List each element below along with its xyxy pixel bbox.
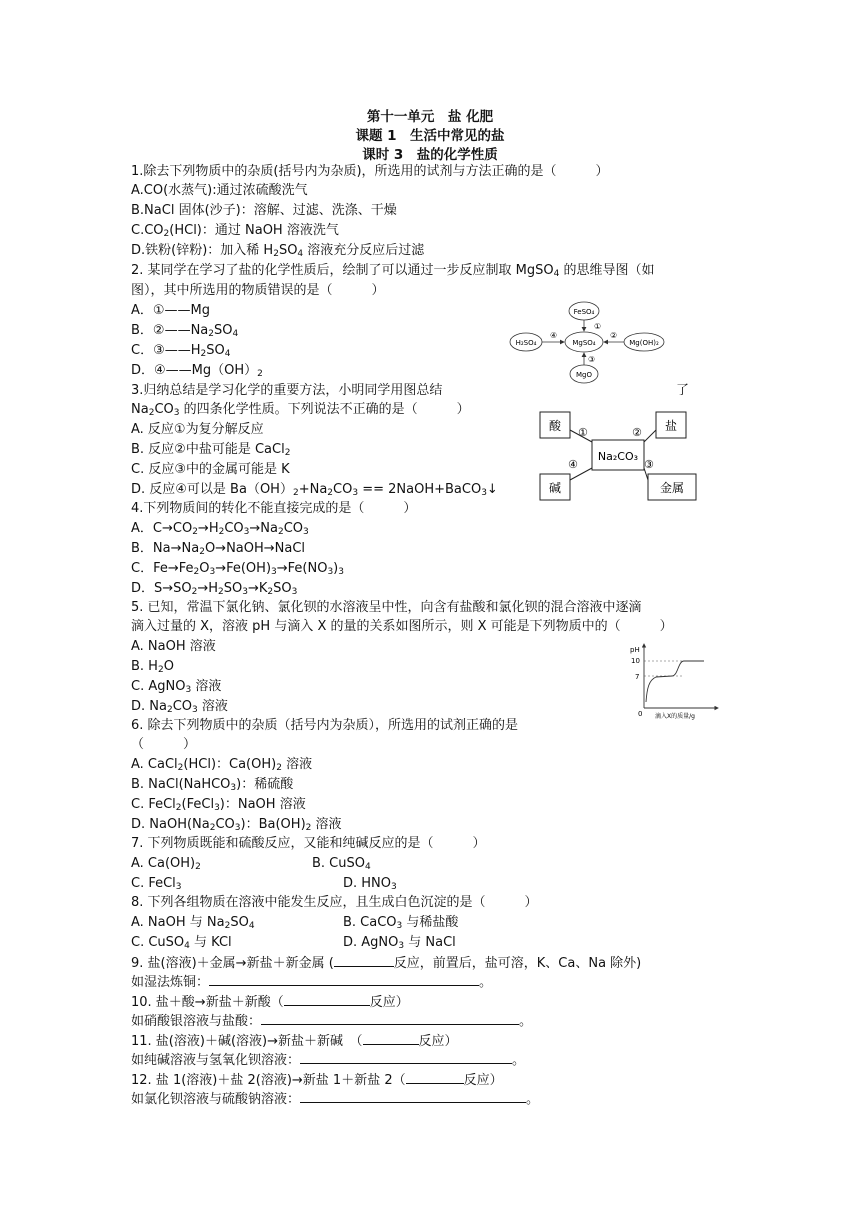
h2so4-node-label: H₂SO₄ bbox=[515, 339, 537, 347]
ph-curve bbox=[646, 661, 704, 702]
q6-stem-line2: （ ） bbox=[131, 737, 197, 752]
lesson-title: 课题 1 生活中常见的盐 bbox=[355, 128, 505, 144]
mgoh2-node-label: Mg(OH)₂ bbox=[629, 339, 659, 347]
reaction-label-3: ③ bbox=[644, 458, 654, 471]
q9-stem: 9. 盐(溶液)＋金属→新盐＋新金属 ( 反应，前置后，盐可溶，K、Ca、Na 除外) bbox=[131, 953, 641, 973]
q3-option-d: D. 反应④可以是 $Ba(OH)_2+Na_2CO_3$ == 2NaOH+BaCO$_3$↓ bbox=[131, 482, 498, 498]
q7-option-b: B. CuSO$_4$ bbox=[312, 856, 371, 872]
q3-option-b: B. 反应②中盐可能是 CaCl$_2$ bbox=[131, 442, 291, 458]
mgso4-node-label: MgSO₄ bbox=[572, 339, 596, 347]
q6-option-d: D. $NaOH(Na_2CO_3)$：$Ba(OH)_2$ 溶液 bbox=[131, 817, 342, 833]
q1-option-b: B.NaCl 固体(沙子)：溶解、过滤、洗涤、干燥 bbox=[131, 203, 397, 218]
acid-box-label: 酸 bbox=[548, 419, 562, 433]
q2-stem-line2: 图），其中所选用的物质错误的是（ ） bbox=[131, 283, 385, 298]
graph-origin: 0 bbox=[638, 710, 643, 718]
ph-tick-10: 10 bbox=[631, 657, 640, 665]
q3-option-a: A. 反应①为复分解反应 bbox=[131, 422, 264, 437]
q5-stem-line2: 滴入过量的 X，溶液 pH 与滴入 X 的量的关系如图所示，则 X 可能是下列物质中的（ ） bbox=[131, 619, 673, 634]
q9-example: 如湿法炼铜： 。 bbox=[131, 972, 492, 992]
q2-option-c: C．$③——H_2SO_4$ bbox=[131, 343, 231, 359]
q11-example: 如纯碱溶液与氢氧化钡溶液： 。 bbox=[131, 1050, 525, 1070]
arrow-label-1: ① bbox=[594, 322, 602, 331]
salt-box-label: 盐 bbox=[664, 419, 678, 433]
na2co3-box-label: Na₂CO₃ bbox=[597, 450, 639, 463]
mgo-node-label: MgO bbox=[576, 371, 592, 379]
period-title: 课时 3 盐的化学性质 bbox=[362, 147, 498, 163]
ph-tick-7: 7 bbox=[635, 673, 640, 681]
q9-equation-blank[interactable] bbox=[209, 972, 479, 986]
q1-option-c: $C.CO_2(HCl)$：通过 NaOH 溶液洗气 bbox=[131, 223, 339, 239]
q10-reaction-type-blank[interactable] bbox=[284, 992, 370, 1006]
q7-option-d: D. $HNO_3$ bbox=[343, 876, 397, 892]
reaction-label-4: ④ bbox=[568, 458, 578, 471]
q10-equation-blank[interactable] bbox=[261, 1011, 519, 1025]
q8-option-d: D. AgNO$_3$ 与 NaCl bbox=[343, 935, 456, 951]
reaction-label-2: ② bbox=[632, 426, 642, 439]
na2co3-property-diagram bbox=[538, 410, 700, 502]
q12-example: 如氯化钡溶液与硫酸钠溶液： 。 bbox=[131, 1089, 539, 1109]
q3-stem-line2: $Na_2CO_3$ 的四条化学性质。下列说法不正确的是（ ） bbox=[131, 402, 470, 418]
base-box-label: 碱 bbox=[548, 481, 562, 495]
arrow-label-2: ② bbox=[610, 331, 618, 340]
q12-stem: 12. 盐 1(溶液)＋盐 2(溶液)→新盐 1＋新盐 2（ 反应） bbox=[131, 1070, 503, 1090]
ph-curve-graph bbox=[622, 640, 722, 720]
q5-option-d: D. $Na_2CO_3$ 溶液 bbox=[131, 699, 228, 715]
q5-option-a: A. NaOH 溶液 bbox=[131, 639, 216, 654]
q4-option-c: C．$Fe\to Fe_2O_3\to Fe(OH)_3\to Fe(NO_3)_3$ bbox=[131, 561, 344, 577]
q2-stem-line1: 2. 某同学在学习了盐的化学性质后，绘制了可以通过一步反应制取 MgSO$_4$ 的思维导图（如 bbox=[131, 263, 655, 279]
q7-stem: 7. 下列物质既能和硫酸反应，又能和纯碱反应的是（ ） bbox=[131, 836, 486, 851]
q2-option-a: A．①——Mg bbox=[131, 303, 211, 318]
arrow-label-4: ④ bbox=[550, 331, 558, 340]
q4-option-d: D．$S\to SO_2\to H_2SO_3\to K_2SO_3$ bbox=[131, 581, 298, 597]
unit-title: 第十一单元 盐 化肥 bbox=[366, 109, 494, 125]
q5-option-b: B. $H_2O$ bbox=[131, 659, 174, 675]
q1-option-d: D.铁粉(锌粉)：加入稀 $H_2SO_4$ 溶液充分反应后过滤 bbox=[131, 243, 425, 259]
q10-stem: 10. 盐＋酸→新盐＋新酸（ 反应） bbox=[131, 992, 409, 1012]
q8-option-a: A. NaOH 与 $Na_2SO_4$ bbox=[131, 915, 255, 931]
q8-option-b: B. CaCO$_3$ 与稀盐酸 bbox=[343, 915, 459, 931]
q5-option-c: C. AgNO$_3$ 溶液 bbox=[131, 679, 222, 695]
q1-option-a: A.CO(水蒸气):通过浓硫酸洗气 bbox=[131, 183, 308, 198]
q8-option-c: C. CuSO$_4$ 与 KCl bbox=[131, 935, 232, 951]
q3-stem-line1: 3.归纳总结是学习化学的重要方法，小明同学用图总结 bbox=[131, 383, 443, 398]
q4-stem: 4.下列物质间的转化不能直接完成的是（ ） bbox=[131, 501, 417, 516]
arrow-label-3: ③ bbox=[588, 355, 596, 364]
q2-option-d: D．$④——Mg(OH)_2$ bbox=[131, 363, 263, 379]
q12-equation-blank[interactable] bbox=[300, 1089, 526, 1103]
reaction-label-1: ① bbox=[578, 426, 588, 439]
q11-stem: 11. 盐(溶液)＋碱(溶液)→新盐＋新碱 （ 反应） bbox=[131, 1031, 458, 1051]
q11-reaction-type-blank[interactable] bbox=[363, 1031, 419, 1045]
x-axis-label: 滴入X的质量/g bbox=[655, 713, 695, 720]
mgso4-mind-map bbox=[506, 298, 701, 386]
q6-option-a: A. CaCl$_2$(HCl)：$Ca(OH)_2$ 溶液 bbox=[131, 757, 313, 773]
q6-option-b: B. NaCl(NaHCO$_3$)：稀硫酸 bbox=[131, 777, 294, 793]
q4-option-b: B．$Na\to Na_2O\to NaOH\to NaCl$ bbox=[131, 541, 306, 557]
q3-option-c: C. 反应③中的金属可能是 K bbox=[131, 462, 290, 477]
q10-example: 如硝酸银溶液与盐酸： 。 bbox=[131, 1011, 532, 1031]
q7-option-a: A. $Ca(OH)_2$ bbox=[131, 856, 201, 872]
q1-stem: 1.除去下列物质中的杂质(括号内为杂质)，所选用的试剂与方法正确的是（ ） bbox=[131, 164, 609, 179]
q7-option-c: C. FeCl$_3$ bbox=[131, 876, 182, 892]
feso4-node-label: FeSO₄ bbox=[573, 308, 595, 316]
q9-reaction-type-blank[interactable] bbox=[334, 953, 394, 967]
q11-equation-blank[interactable] bbox=[300, 1050, 512, 1064]
q3-stem-line1-end: 了 bbox=[676, 383, 690, 398]
q5-stem-line1: 5. 已知，常温下氯化钠、氯化钡的水溶液呈中性，向含有盐酸和氯化钡的混合溶液中逐滴 bbox=[131, 600, 642, 615]
ph-axis-label: pH bbox=[630, 646, 640, 654]
metal-box-label: 金属 bbox=[659, 481, 685, 495]
q4-option-a: A．$C\to CO_2\to H_2CO_3\to Na_2CO_3$ bbox=[131, 521, 309, 537]
q12-reaction-type-blank[interactable] bbox=[406, 1070, 464, 1084]
q2-option-b: B．$②——Na_2SO_4$ bbox=[131, 323, 239, 339]
q6-option-c: C. FeCl$_2$(FeCl$_3$)：NaOH 溶液 bbox=[131, 797, 306, 813]
q8-stem: 8. 下列各组物质在溶液中能发生反应，且生成白色沉淀的是（ ） bbox=[131, 895, 538, 910]
q6-stem-line1: 6. 除去下列物质中的杂质（括号内为杂质），所选用的试剂正确的是 bbox=[131, 718, 519, 733]
